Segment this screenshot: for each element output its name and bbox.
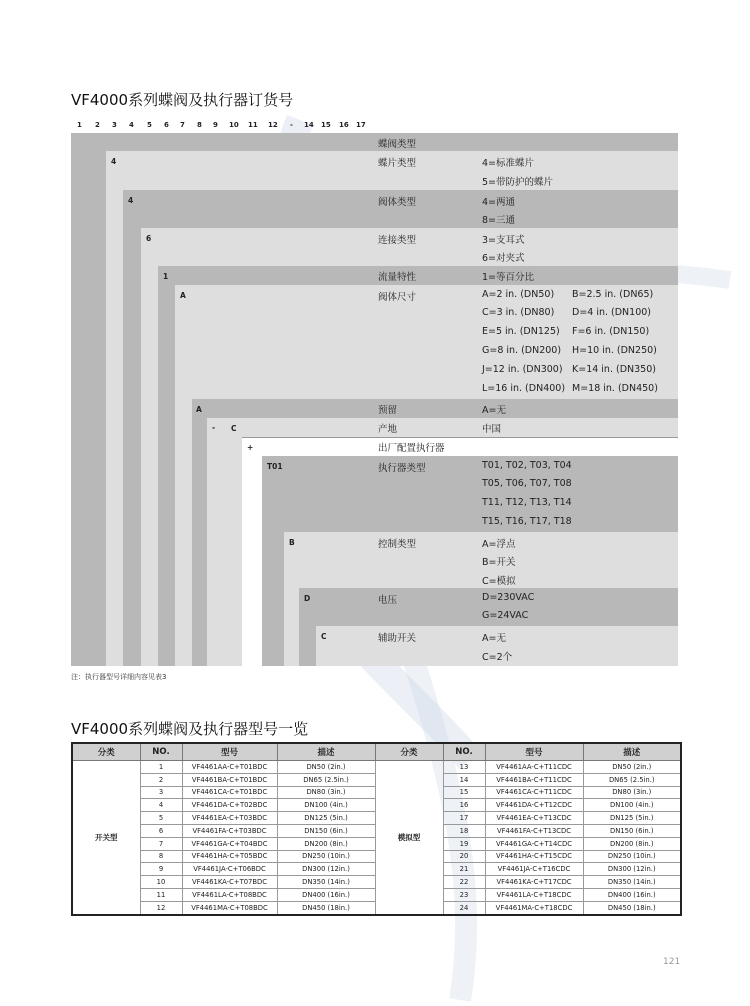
band-size: [175, 285, 678, 399]
model-cell: VF4461EA-C+T13CDC: [485, 812, 583, 825]
column-header: 描述: [277, 743, 375, 761]
footnote: 注：执行器型号详细内容见表3: [71, 673, 167, 681]
description-cell: DN65 (2.5in.): [583, 773, 681, 786]
option-value: 4=两通: [482, 197, 516, 208]
row-number-cell: 16: [443, 799, 485, 812]
row-number-cell: 18: [443, 824, 485, 837]
code-factory: +: [247, 443, 254, 452]
label-actuator: 执行器类型: [378, 463, 426, 474]
position-number: 1: [77, 121, 82, 129]
option-value: A=无: [482, 405, 506, 416]
code-connection: 6: [146, 234, 152, 243]
code-actuator: T01: [267, 462, 283, 471]
label-control: 控制类型: [378, 539, 417, 550]
description-cell: DN50 (2in.): [277, 761, 375, 774]
description-cell: DN250 (10in.): [583, 850, 681, 863]
label-disc-type: 蝶片类型: [378, 158, 417, 169]
band-actuator: [262, 456, 678, 532]
model-cell: VF4461LA-C+T18CDC: [485, 888, 583, 901]
option-value: G=8 in. (DN200): [482, 345, 562, 356]
row-number-cell: 2: [140, 773, 182, 786]
row-number-cell: 10: [140, 876, 182, 889]
option-value: 1=等百分比: [482, 272, 535, 283]
description-cell: DN200 (8in.): [583, 837, 681, 850]
model-cell: VF4461LA-C+T08BDC: [182, 888, 277, 901]
ordering-title: VF4000系列蝶阀及执行器订货号: [71, 91, 294, 109]
position-number: 10: [229, 121, 239, 129]
column-strip: [262, 532, 284, 666]
model-cell: VF4461JA-C+T16CDC: [485, 863, 583, 876]
row-number-cell: 21: [443, 863, 485, 876]
model-cell: VF4461FA-C+T03BDC: [182, 824, 277, 837]
model-cell: VF4461FA-C+T13CDC: [485, 824, 583, 837]
description-cell: DN350 (14in.): [277, 876, 375, 889]
row-number-cell: 22: [443, 876, 485, 889]
column-strip: [175, 399, 192, 666]
position-number: 7: [180, 121, 185, 129]
label-valve-type: 蝶阀类型: [378, 139, 417, 150]
model-cell: VF4461EA-C+T03BDC: [182, 812, 277, 825]
code-disc-type: 4: [111, 157, 117, 166]
option-value: G=24VAC: [482, 610, 529, 621]
column-strip: [141, 266, 158, 666]
option-value: C=3 in. (DN80): [482, 307, 555, 318]
option-value: C=模拟: [482, 576, 516, 587]
band-valve-type: [71, 133, 678, 151]
description-cell: DN150 (6in.): [583, 824, 681, 837]
position-number: 3: [112, 121, 117, 129]
description-cell: DN200 (8in.): [277, 837, 375, 850]
row-number-cell: 13: [443, 761, 485, 774]
description-cell: DN300 (12in.): [583, 863, 681, 876]
models-table: [71, 742, 682, 916]
label-factory: 出厂配置执行器: [378, 443, 445, 454]
model-cell: VF4461AA-C+T11CDC: [485, 761, 583, 774]
option-value: M=18 in. (DN450): [572, 383, 658, 394]
label-size: 阀体尺寸: [378, 292, 417, 303]
model-cell: VF4461KA-C+T17CDC: [485, 876, 583, 889]
model-cell: VF4461CA-C+T11CDC: [485, 786, 583, 799]
option-value: L=16 in. (DN400): [482, 383, 566, 394]
column-header: 型号: [485, 743, 583, 761]
option-value: A=2 in. (DN50): [482, 289, 555, 300]
option-value: T01, T02, T03, T04: [482, 460, 572, 471]
code-size: A: [180, 291, 186, 300]
row-number-cell: 4: [140, 799, 182, 812]
model-cell: VF4461JA-C+T06BDC: [182, 863, 277, 876]
code-origin-dash: -: [212, 423, 216, 432]
row-number-cell: 23: [443, 888, 485, 901]
model-cell: VF4461BA-C+T01BDC: [182, 773, 277, 786]
option-value: 3=支耳式: [482, 235, 525, 246]
code-control: B: [289, 538, 295, 547]
description-cell: DN250 (10in.): [277, 850, 375, 863]
band-origin: [207, 418, 678, 437]
model-cell: VF4461DA-C+T12CDC: [485, 799, 583, 812]
row-number-cell: 11: [140, 888, 182, 901]
option-value: J=12 in. (DN300): [482, 364, 563, 375]
position-number: 6: [164, 121, 169, 129]
band-factory: [242, 437, 678, 457]
model-cell: VF4461BA-C+T11CDC: [485, 773, 583, 786]
option-value: 8=三通: [482, 215, 516, 226]
description-cell: DN400 (16in.): [583, 888, 681, 901]
column-strip: [299, 626, 316, 666]
column-header: 型号: [182, 743, 277, 761]
option-value: A=浮点: [482, 539, 516, 550]
description-cell: DN80 (3in.): [583, 786, 681, 799]
row-number-cell: 12: [140, 901, 182, 914]
model-cell: VF4461MA-C+T08BDC: [182, 901, 277, 914]
description-cell: DN65 (2.5in.): [277, 773, 375, 786]
code-flow: 1: [163, 272, 169, 281]
code-origin: C: [231, 424, 237, 433]
position-number: 5: [147, 121, 152, 129]
band-reserved: [192, 399, 678, 418]
column-strip: [106, 190, 123, 666]
option-value: 4=标准蝶片: [482, 158, 535, 169]
description-cell: DN50 (2in.): [583, 761, 681, 774]
option-value: 中国: [482, 424, 502, 435]
description-cell: DN100 (4in.): [277, 799, 375, 812]
description-cell: DN80 (3in.): [277, 786, 375, 799]
row-number-cell: 14: [443, 773, 485, 786]
row-number-cell: 20: [443, 850, 485, 863]
option-value: F=6 in. (DN150): [572, 326, 650, 337]
code-body-type: 4: [128, 196, 134, 205]
label-aux: 辅助开关: [378, 633, 417, 644]
column-header: 分类: [375, 743, 443, 761]
row-number-cell: 24: [443, 901, 485, 914]
band-flow: [158, 266, 678, 285]
position-number: 14: [304, 121, 314, 129]
label-connection: 连接类型: [378, 235, 417, 246]
position-number: 4: [129, 121, 134, 129]
position-number: 16: [339, 121, 349, 129]
page-number: 121: [663, 957, 681, 967]
row-number-cell: 6: [140, 824, 182, 837]
label-body-type: 阀体类型: [378, 197, 417, 208]
position-number: -: [290, 121, 293, 129]
model-cell: VF4461HA-C+T15CDC: [485, 850, 583, 863]
option-value: T05, T06, T07, T08: [482, 478, 572, 489]
option-value: D=230VAC: [482, 592, 535, 603]
option-value: D=4 in. (DN100): [572, 307, 652, 318]
row-number-cell: 15: [443, 786, 485, 799]
model-cell: VF4461GA-C+T04BDC: [182, 837, 277, 850]
column-strip: [123, 228, 141, 666]
option-value: B=开关: [482, 557, 516, 568]
column-strip: [207, 437, 242, 666]
model-cell: VF4461MA-C+T18CDC: [485, 901, 583, 914]
position-number: 2: [95, 121, 100, 129]
table-header-row: [72, 743, 681, 761]
label-voltage: 电压: [378, 595, 398, 606]
model-cell: VF4461GA-C+T14CDC: [485, 837, 583, 850]
table-row: [72, 761, 681, 774]
description-cell: DN350 (14in.): [583, 876, 681, 889]
option-value: E=5 in. (DN125): [482, 326, 560, 337]
model-cell: VF4461DA-C+T02BDC: [182, 799, 277, 812]
option-value: T15, T16, T17, T18: [482, 516, 572, 527]
model-cell: VF4461CA-C+T01BDC: [182, 786, 277, 799]
position-number: 12: [268, 121, 278, 129]
position-number: 11: [248, 121, 258, 129]
column-strip: [284, 588, 299, 666]
column-header: NO.: [443, 743, 485, 761]
code-aux: C: [321, 632, 327, 641]
label-flow: 流量特性: [378, 272, 417, 283]
code-reserved: A: [196, 405, 202, 414]
description-cell: DN125 (5in.): [583, 812, 681, 825]
row-number-cell: 17: [443, 812, 485, 825]
description-cell: DN100 (4in.): [583, 799, 681, 812]
model-cell: VF4461AA-C+T01BDC: [182, 761, 277, 774]
row-number-cell: 8: [140, 850, 182, 863]
column-strip: [158, 285, 175, 666]
label-origin: 产地: [378, 424, 398, 435]
code-voltage: D: [304, 594, 311, 603]
option-value: H=10 in. (DN250): [572, 345, 657, 356]
model-cell: VF4461KA-C+T07BDC: [182, 876, 277, 889]
row-number-cell: 9: [140, 863, 182, 876]
option-value: C=2个: [482, 652, 513, 663]
option-value: 6=对夹式: [482, 253, 525, 264]
option-value: 5=带防护的蝶片: [482, 177, 554, 188]
description-cell: DN300 (12in.): [277, 863, 375, 876]
description-cell: DN150 (6in.): [277, 824, 375, 837]
band-control: [284, 532, 678, 588]
description-cell: DN450 (18in.): [583, 901, 681, 914]
position-number: 8: [197, 121, 202, 129]
column-header: 描述: [583, 743, 681, 761]
row-number-cell: 5: [140, 812, 182, 825]
models-title: VF4000系列蝶阀及执行器型号一览: [71, 720, 309, 738]
option-value: B=2.5 in. (DN65): [572, 289, 654, 300]
column-header: NO.: [140, 743, 182, 761]
description-cell: DN450 (18in.): [277, 901, 375, 914]
description-cell: DN125 (5in.): [277, 812, 375, 825]
column-strip: [192, 418, 207, 666]
column-header: 分类: [72, 743, 140, 761]
position-number: 17: [356, 121, 366, 129]
group-cell-analog: 模拟型: [375, 761, 443, 915]
option-value: A=无: [482, 633, 506, 644]
option-value: K=14 in. (DN350): [572, 364, 656, 375]
label-reserved: 预留: [378, 405, 398, 416]
position-number: 15: [321, 121, 331, 129]
row-number-cell: 1: [140, 761, 182, 774]
row-number-cell: 3: [140, 786, 182, 799]
description-cell: DN400 (16in.): [277, 888, 375, 901]
position-number: 9: [213, 121, 218, 129]
model-cell: VF4461HA-C+T05BDC: [182, 850, 277, 863]
column-strip: [71, 151, 106, 666]
option-value: T11, T12, T13, T14: [482, 497, 572, 508]
row-number-cell: 19: [443, 837, 485, 850]
row-number-cell: 7: [140, 837, 182, 850]
column-strip: [242, 456, 262, 666]
group-cell-switch: 开关型: [72, 761, 140, 915]
